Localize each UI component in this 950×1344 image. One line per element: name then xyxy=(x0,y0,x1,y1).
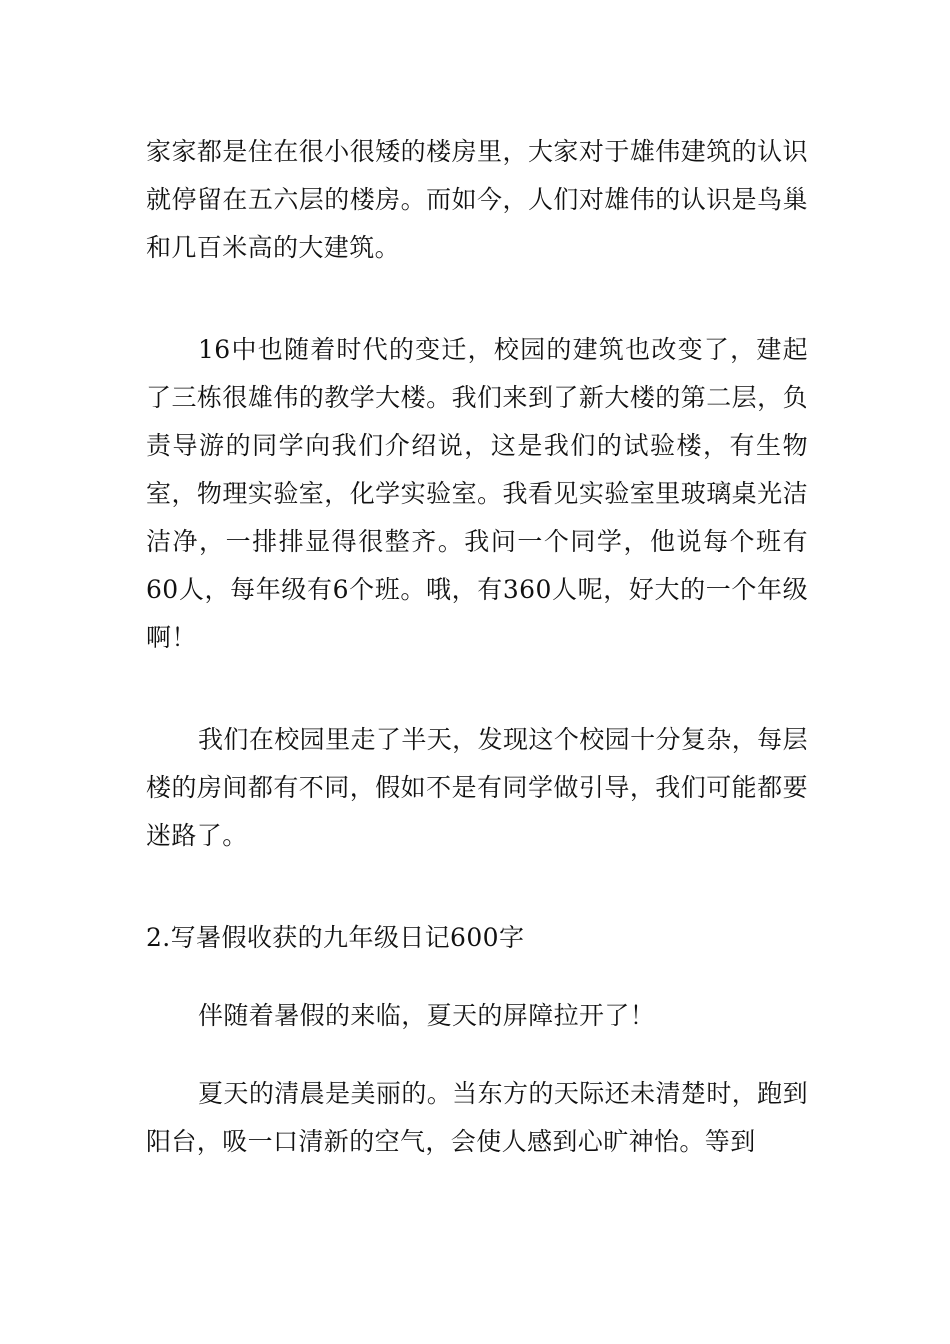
paragraph: 我们在校园里走了半天，发现这个校园十分复杂，每层楼的房间都有不同，假如不是有同学做引导，我们可能都要迷路了。 xyxy=(146,725,808,850)
section-heading: 2.写暑假收获的九年级日记600字 xyxy=(146,923,525,952)
document-body xyxy=(146,128,808,1220)
paragraph: 16中也随着时代的变迁，校园的建筑也改变了，建起了三栋很雄伟的教学大楼。我们来到了新大楼的第二层，负责导游的同学向我们介绍说，这是我们的试验楼，有生物室，物理实验室，化学实验室。我看见实验室里玻璃桌光洁洁净，一排排显得很整齐。我问一个同学，他说每个班有60人，每年级有6个班。哦，有360人呢，好大的一个年级啊！ xyxy=(146,335,808,652)
paragraph: 伴随着暑假的来临，夏天的屏障拉开了！ xyxy=(198,1001,656,1030)
paragraph: 夏天的清晨是美丽的。当东方的天际还未清楚时，跑到阳台，吸一口清新的空气，会使人感到心旷神怡。等到 xyxy=(146,1079,808,1156)
paragraph: 家家都是住在很小很矮的楼房里，大家对于雄伟建筑的认识就停留在五六层的楼房。而如今，人们对雄伟的认识是鸟巢和几百米高的大建筑。 xyxy=(146,137,808,262)
